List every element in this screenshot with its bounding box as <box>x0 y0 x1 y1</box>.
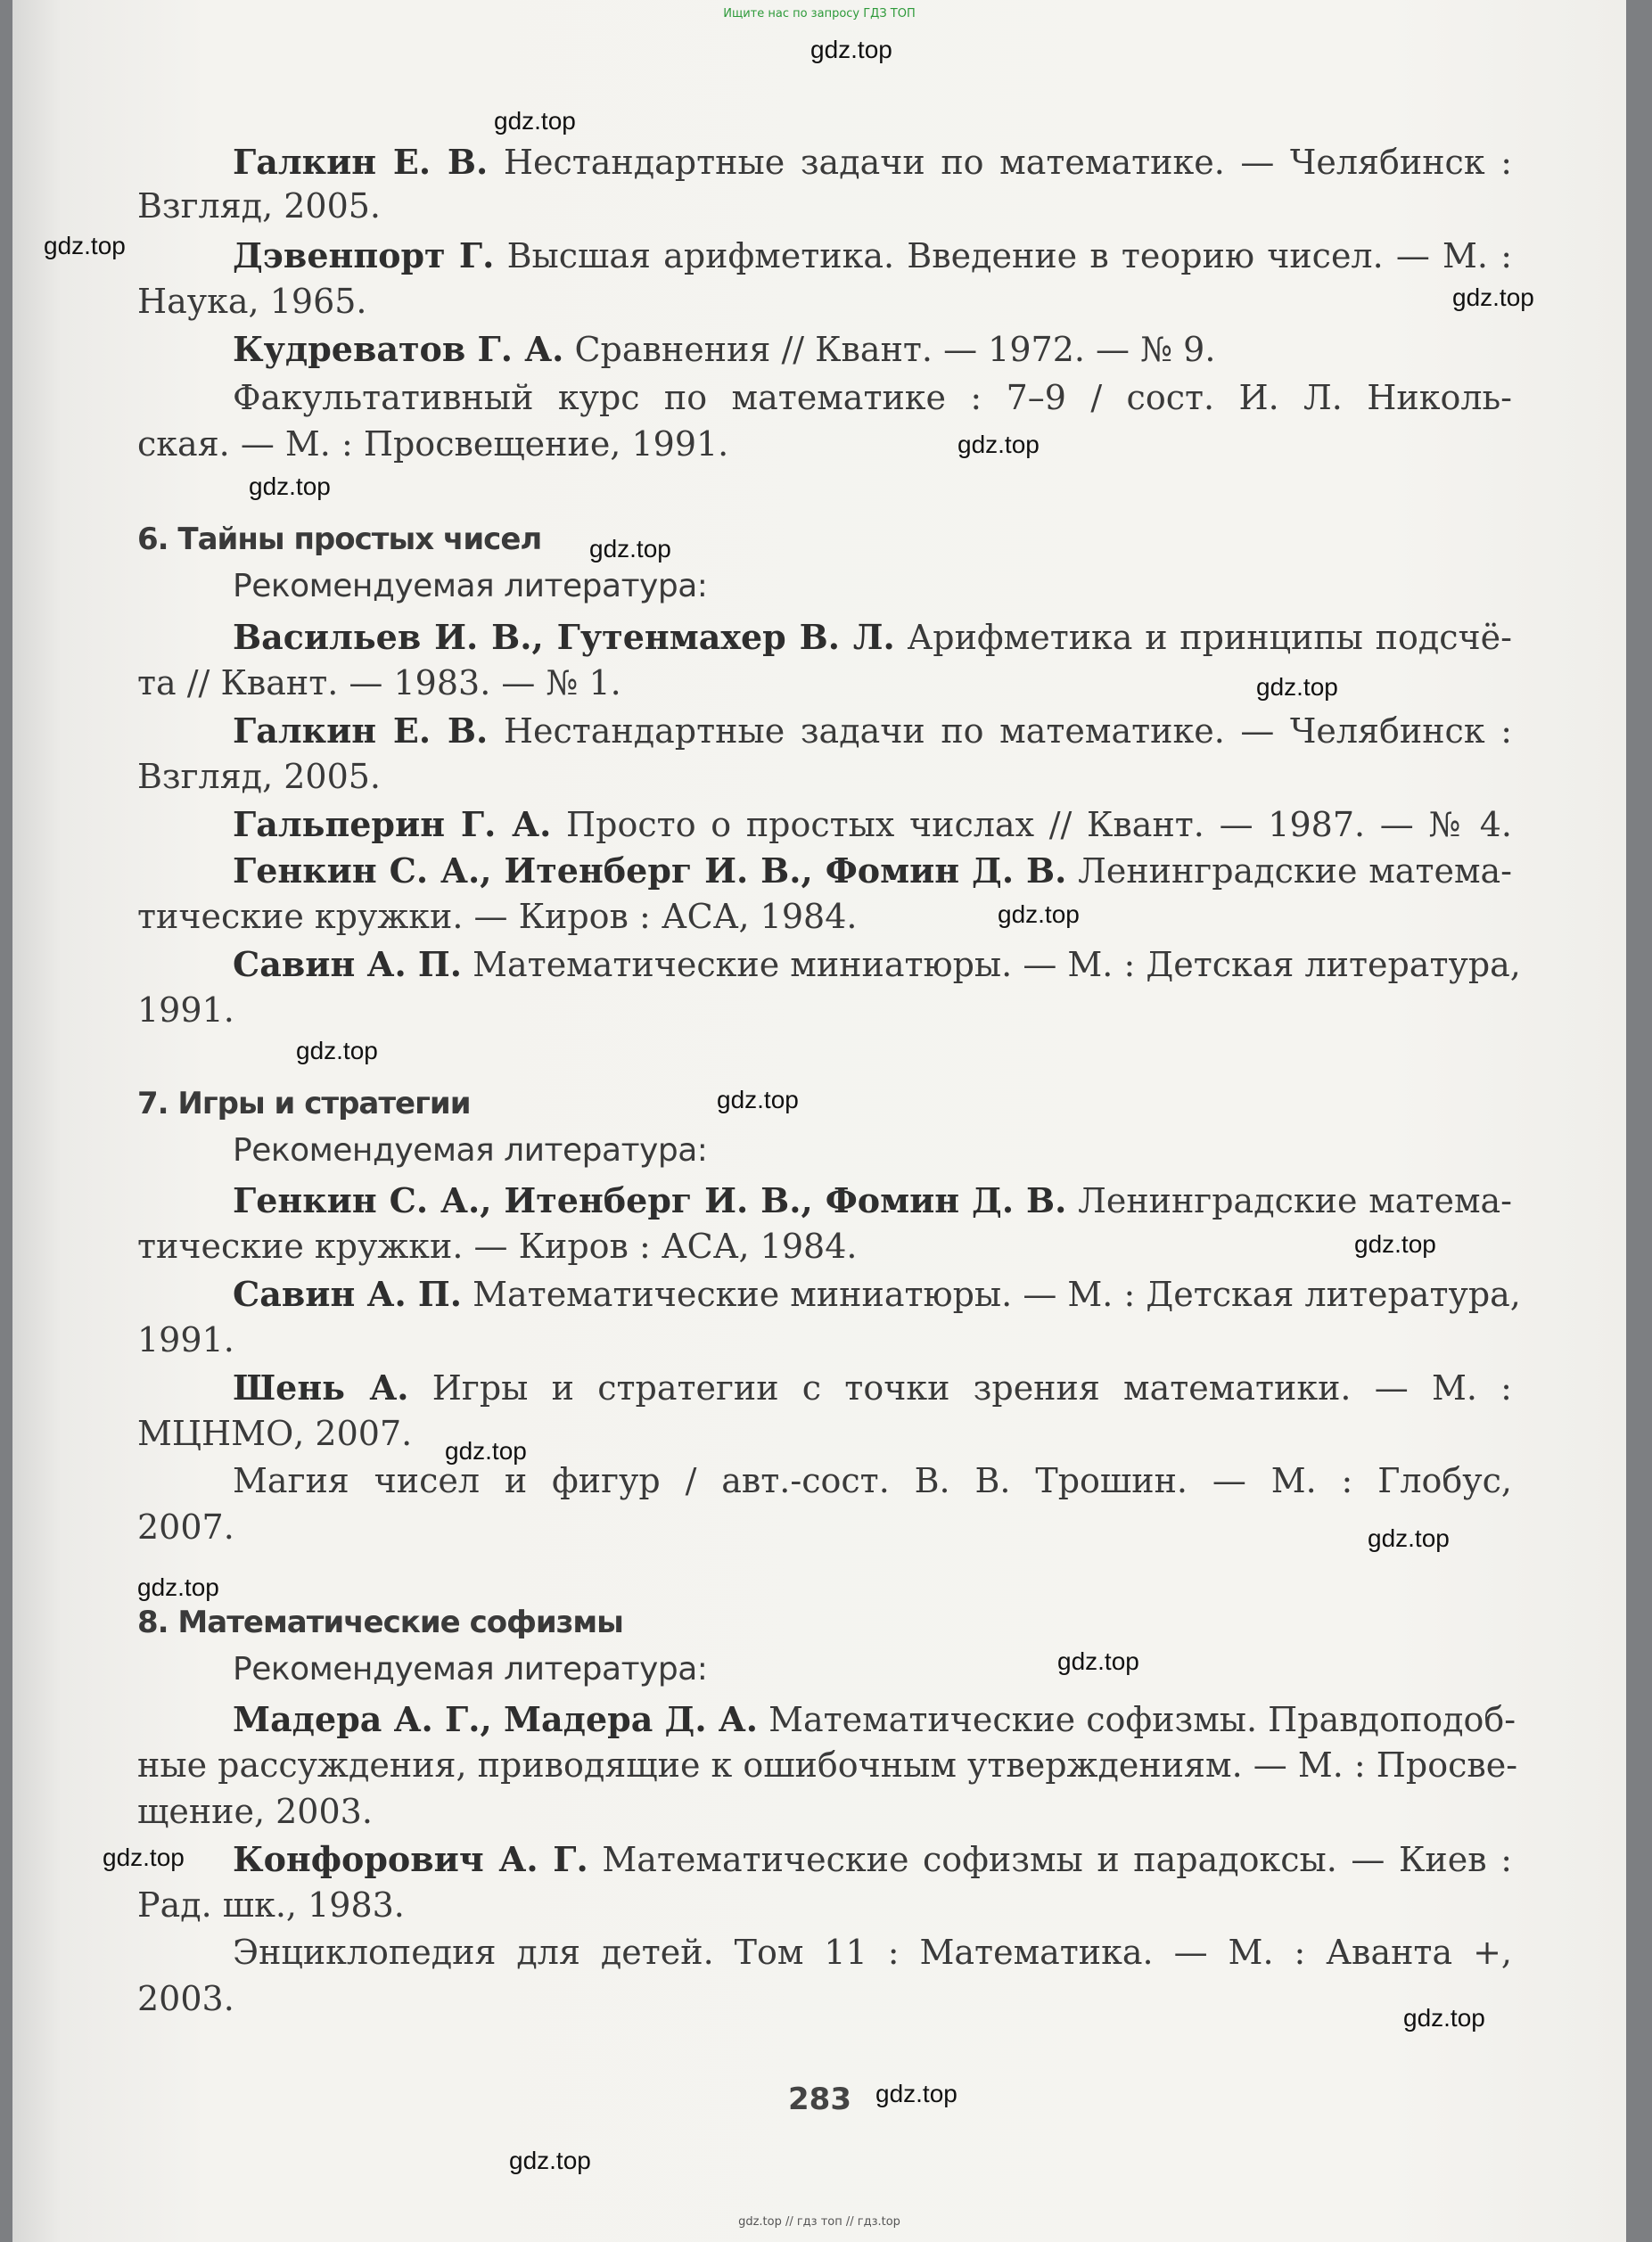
entry-line: щение, 2003. <box>137 1792 373 1831</box>
watermark: gdz.top <box>998 900 1080 928</box>
watermark: gdz.top <box>509 2147 591 2174</box>
entry-galkin-1 <box>233 138 1512 186</box>
watermark: gdz.top <box>958 431 1040 458</box>
entry-author: Мадера А. Г., Мадера Д. А. <box>233 1699 758 1739</box>
entry-text: Просто о простых числах // Квант. — 1987. — № 4. <box>551 805 1512 844</box>
entry-text: Математические миниатюры. — М. : Детская литература, <box>462 1275 1521 1314</box>
recommended-heading: Рекомендуемая литература: <box>233 1651 708 1688</box>
entry-author: Генкин С. А., Итенберг И. В., Фомин Д. В. <box>233 1180 1067 1220</box>
entry-galperin <box>233 801 1512 849</box>
entry-author: Васильев И. В., Гутенмахер В. Л. <box>233 617 895 657</box>
entry-author: Галкин Е. В. <box>233 142 489 182</box>
section-title-6: 6. Тайны простых чисел <box>137 521 542 557</box>
entry-text: Сравнения // Квант. — 1972. — № 9. <box>563 330 1216 369</box>
watermark: gdz.top <box>1057 1647 1139 1675</box>
entry-line: Наука, 1965. <box>137 282 367 321</box>
entry-fakultativ: Факультативный курс по математике : 7–9 / сост. И. Л. Николь- <box>233 378 1512 417</box>
entry-shen <box>233 1364 1512 1412</box>
entry-line: Рад. шк., 1983. <box>137 1885 405 1925</box>
entry-savin-1 <box>233 940 1521 989</box>
entry-line: 2003. <box>137 1979 234 2018</box>
entry-text: Высшая арифметика. Введение в теорию чисел. — М. : <box>494 236 1512 275</box>
entry-davenport <box>233 232 1512 280</box>
watermark: gdz.top <box>810 36 892 63</box>
entry-text: Нестандартные задачи по математике. — Челябинск : <box>488 143 1513 182</box>
watermark: gdz.top <box>445 1437 527 1465</box>
watermark: gdz.top <box>875 2080 958 2107</box>
recommended-heading: Рекомендуемая литература: <box>233 568 708 604</box>
entry-line: тические кружки. — Киров : АСА, 1984. <box>137 897 858 936</box>
watermark: gdz.top <box>1354 1230 1436 1258</box>
entry-line: 1991. <box>137 1320 234 1359</box>
entry-author: Галкин Е. В. <box>233 710 489 751</box>
entry-genkin-2 <box>233 1177 1512 1225</box>
entry-text: Математические софизмы. Правдоподоб- <box>757 1700 1516 1739</box>
entry-line: Взгляд, 2005. <box>137 757 382 796</box>
watermark: gdz.top <box>589 535 671 563</box>
entry-line: тические кружки. — Киров : АСА, 1984. <box>137 1227 858 1266</box>
book-page <box>12 0 1626 2242</box>
entry-magiya: Магия чисел и фигур / авт.-сост. В. В. Трошин. — М. : Глобус, <box>233 1461 1512 1500</box>
entry-konforovich <box>233 1835 1512 1884</box>
entry-author: Генкин С. А., Итенберг И. В., Фомин Д. В. <box>233 850 1067 891</box>
bottom-note[interactable]: gdz.top // гдз топ // гдз.top <box>738 2215 900 2229</box>
watermark: gdz.top <box>249 472 331 500</box>
entry-line: 1991. <box>137 990 234 1030</box>
entry-line: МЦНМО, 2007. <box>137 1414 413 1453</box>
watermark: gdz.top <box>1403 2004 1485 2032</box>
entry-author: Шень А. <box>233 1367 409 1408</box>
watermark: gdz.top <box>137 1573 219 1601</box>
watermark: gdz.top <box>103 1844 185 1871</box>
section-title-8: 8. Математические софизмы <box>137 1605 623 1640</box>
page-number: 283 <box>788 2082 851 2117</box>
entry-author: Кудреватов Г. А. <box>233 329 564 369</box>
entry-line: та // Квант. — 1983. — № 1. <box>137 663 621 702</box>
entry-author: Конфорович А. Г. <box>233 1839 588 1879</box>
entry-author: Савин А. П. <box>233 1274 463 1314</box>
entry-line: Взгляд, 2005. <box>137 186 382 226</box>
entry-text: Математические софизмы и парадоксы. — Киев : <box>588 1840 1513 1879</box>
entry-text: Нестандартные задачи по математике. — Челябинск : <box>488 711 1513 751</box>
recommended-heading: Рекомендуемая литература: <box>233 1132 708 1169</box>
entry-line: ные рассуждения, приводящие к ошибочным утверждениям. — М. : Просве- <box>137 1745 1518 1785</box>
watermark: gdz.top <box>494 107 576 135</box>
watermark: gdz.top <box>1452 283 1534 311</box>
entry-galkin-2 <box>233 707 1512 755</box>
entry-author: Гальперин Г. А. <box>233 804 552 844</box>
watermark: gdz.top <box>296 1037 378 1064</box>
entry-author: Дэвенпорт Г. <box>233 235 495 275</box>
entry-text: Математические миниатюры. — М. : Детская литература, <box>462 945 1521 984</box>
entry-text: Игры и стратегии с точки зрения математики. — М. : <box>408 1368 1512 1408</box>
watermark: gdz.top <box>1256 673 1338 701</box>
entry-author: Савин А. П. <box>233 944 463 984</box>
entry-vasiliev <box>233 613 1512 661</box>
watermark: gdz.top <box>717 1086 799 1113</box>
watermark: gdz.top <box>1368 1524 1450 1552</box>
entry-kudrevatov <box>233 325 1215 374</box>
entry-line: ская. — М. : Просвещение, 1991. <box>137 424 729 464</box>
entry-text: Ленинградские матема- <box>1066 851 1513 891</box>
section-title-7: 7. Игры и стратегии <box>137 1086 471 1121</box>
watermark: gdz.top <box>44 232 126 259</box>
entry-line: 2007. <box>137 1507 234 1547</box>
entry-genkin-1 <box>233 847 1512 895</box>
entry-text: Арифметика и принципы подсчё- <box>894 618 1512 657</box>
entry-encyclopedia: Энциклопедия для детей. Том 11 : Математика. — М. : Аванта +, <box>233 1933 1512 1972</box>
top-note[interactable]: Ищите нас по запросу ГДЗ ТОП <box>723 7 916 21</box>
entry-madera <box>233 1696 1516 1744</box>
entry-text: Ленинградские матема- <box>1066 1181 1513 1220</box>
entry-savin-2 <box>233 1270 1521 1318</box>
